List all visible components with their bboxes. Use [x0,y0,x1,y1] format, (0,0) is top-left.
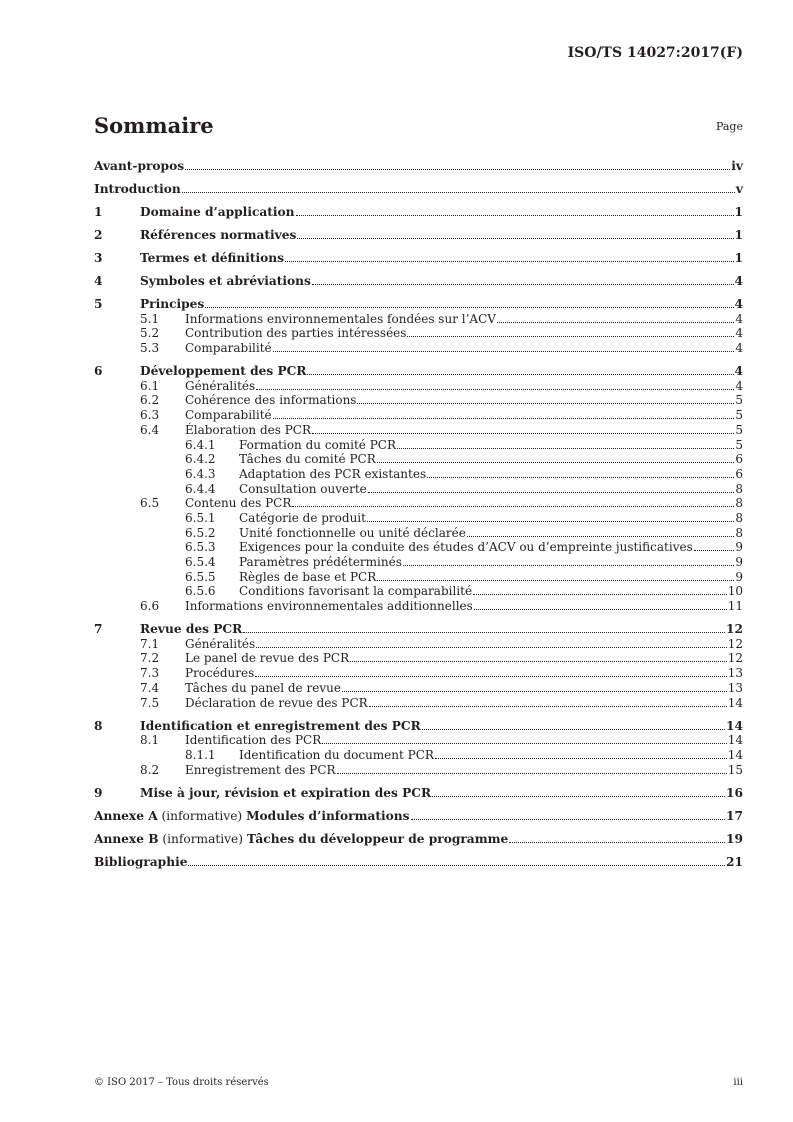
dot-leader [285,261,734,262]
toc-entry[interactable] [94,619,743,636]
footer-page-number: iii [733,1077,743,1088]
toc-entry[interactable] [94,496,743,511]
toc-entry-title [239,482,367,496]
dot-leader [188,865,725,866]
dot-leader [357,403,734,404]
toc-entry-annex-title: Modules d’informations [246,808,410,823]
toc-entry-title [185,408,272,422]
toc-entry[interactable] [94,340,743,355]
toc-entry-page: 12 [727,651,743,666]
toc-entry-title [239,438,396,452]
toc-entry-page: 13 [727,666,743,681]
toc-entry-title [140,228,296,242]
footer-copyright: © ISO 2017 – Tous droits réservés [94,1077,269,1088]
toc-entry-title [239,584,472,598]
dot-leader [403,565,734,566]
dot-leader [255,676,726,677]
dot-leader [273,351,735,352]
toc-entry-number: 6.2 [140,393,160,408]
toc-entry-title-text: Revue des PCR [140,622,243,637]
toc-entry-title-text: Paramètres prédéterminés [239,555,402,569]
toc-entry-page: 5 [735,408,743,423]
dot-leader [312,284,734,285]
toc-entry-page: 4 [735,326,743,341]
toc-entry-title-text: Catégorie de produit [239,510,366,525]
dot-leader [350,661,727,662]
toc-entry-page: 12 [726,622,743,637]
toc-entry-page: 1 [734,251,743,265]
toc-entry-title [185,599,473,613]
toc-entry-title-text: Symboles et abréviations [140,274,311,288]
toc-entry[interactable] [94,481,743,496]
dot-leader [369,706,727,707]
toc-entry-page: 4 [734,297,743,311]
toc-entry-title-text: Informations environnementales additionnelles [185,599,473,614]
toc-entry[interactable] [94,294,743,311]
toc-entry[interactable] [94,806,743,823]
toc-entry-annex-type: (informative) [158,831,247,846]
toc-entry[interactable] [94,733,743,748]
toc-entry[interactable] [94,225,743,242]
dot-leader [435,758,727,759]
toc-entry-page: 11 [727,599,743,614]
toc-entry-number: 6.4.2 [185,452,216,467]
toc-entry-title [140,251,284,265]
toc-entry[interactable] [94,598,743,613]
toc-entry-title-text: Contribution des parties intéressées [185,326,407,341]
toc-entry[interactable] [94,525,743,540]
dot-leader [205,307,733,308]
toc-entry-number: 9 [94,785,103,800]
toc-entry[interactable] [94,569,743,584]
toc-entry-title [185,393,356,407]
toc-entry-title [140,622,242,636]
toc-entry-title [185,379,255,393]
toc-entry[interactable] [94,636,743,651]
toc-entry-title-text: Formation du comité PCR [239,437,397,452]
toc-entry-title-text: Consultation ouverte [239,481,367,496]
toc-entry-page: 5 [735,422,743,437]
dot-leader [509,842,725,843]
toc-entry-title-text: Domaine d’application [140,205,295,219]
toc-entry-number: 7.2 [140,651,160,666]
toc-entry-page: 9 [735,540,743,555]
dot-leader [182,192,735,193]
dot-leader [497,322,734,323]
toc-heading: Sommaire [94,113,214,138]
toc-entry-page: 12 [727,636,743,651]
toc-entry[interactable] [94,361,743,378]
toc-entry-number: 5.1 [140,311,160,326]
toc-entry-page: 8 [735,481,743,496]
toc-entry-number: 6.4.3 [185,466,216,481]
toc-entry-title [140,364,306,378]
toc-entry-title [239,748,434,762]
dot-leader [397,448,734,449]
toc-entry-number: 8.1.1 [185,747,216,762]
toc-entry-title [185,326,406,340]
toc-entry-page: 9 [735,569,743,584]
toc-entry-title-text: Cohérence des informations [185,393,357,408]
toc-entry-number: 5.2 [140,326,160,341]
toc-entry-page: 13 [727,680,743,695]
toc-entry[interactable] [94,584,743,599]
toc-entry-title-text: Termes et définitions [140,251,284,265]
dot-leader [377,580,734,581]
toc-entry-title-text: Adaptation des PCR existantes [239,466,427,481]
toc-entry-number: 6.1 [140,378,160,393]
toc-entry[interactable] [94,783,743,800]
toc-entry-page: 17 [726,808,743,823]
toc-entry-title-text: Développement des PCR [140,364,307,379]
toc-entry-number: 2 [94,228,103,242]
toc-entry[interactable] [94,554,743,569]
toc-entry-title-text: Principes [140,297,205,311]
toc-entry-title-text: Généralités [185,636,256,651]
toc-entry-title-text: Informations environnementales fondées sur l’ACV [185,311,496,326]
toc-entry-annex-title: Tâches du développeur de programme [246,831,509,846]
toc-entry-title [239,452,376,466]
toc-entry-title [140,274,311,288]
toc-entry-title-text: Élaboration des PCR [185,422,312,437]
dot-leader [407,336,734,337]
toc-entry-title-text: Annexe A [94,808,158,823]
toc-entry-number: 8 [94,718,103,733]
toc-entry-number: 6.4.1 [185,437,216,452]
toc-entry-title-text: Règles de base et PCR [239,569,377,584]
toc-entry[interactable] [94,762,743,777]
toc-entry-title [239,467,426,481]
dot-leader [312,433,734,434]
document-code: ISO/TS 14027:2017(F) [567,45,743,61]
dot-leader [342,691,727,692]
toc-entry[interactable] [94,422,743,437]
toc-entry-number: 7 [94,622,103,637]
toc-entry-page: 1 [734,205,743,219]
toc-entry-title-text: Annexe B [94,831,159,846]
dot-leader [368,492,735,493]
toc-entry[interactable] [94,156,743,173]
toc-entry-title [239,540,693,554]
toc-entry-title-text: Unité fonctionnelle ou unité déclarée [239,525,466,540]
toc-entry-page: 5 [735,393,743,408]
toc-entry-title-text: Mise à jour, révision et expiration des PCR [140,785,432,800]
dot-leader [185,169,730,170]
toc-entry-number: 6.5.4 [185,555,216,569]
toc-entry-title [185,496,291,510]
toc-entry-number: 5 [94,297,103,311]
toc-entry-page: 19 [726,831,743,846]
toc-entry[interactable] [94,179,743,196]
toc-entry-title [185,733,321,747]
toc-entry-title [94,809,410,823]
toc-entry-number: 8.1 [140,733,160,748]
toc-entry-title [185,423,311,437]
toc-entry[interactable] [94,695,743,710]
toc-entry[interactable] [94,747,743,762]
toc-entry-page: 8 [735,510,743,525]
toc-entry-title [185,312,496,326]
toc-entry-title [185,637,255,651]
toc-entry-page: v [735,182,743,196]
toc-entry-title-text: Références normatives [140,228,297,242]
toc-entry-number: 6.4 [140,422,160,437]
toc-entry-page: 4 [735,378,743,393]
toc-entry-title [140,205,295,219]
toc-entry-title [140,719,421,733]
toc-entry-title-text: Identification du document PCR [239,747,434,762]
toc-entry[interactable] [94,393,743,408]
toc-entry-title [239,526,466,540]
toc-entry-title-text: Déclaration de revue des PCR [185,695,368,710]
toc-entry-title [140,786,431,800]
toc-entry-title-text: Généralités [185,378,256,393]
toc-entry-annex-type: (informative) [157,808,247,823]
toc-entry-page: 4 [734,364,743,379]
dot-leader [297,238,733,239]
toc-entry-title-text: Contenu des PCR [185,496,292,511]
toc-entry-title-text: Conditions favorisant la comparabilité [239,584,473,599]
toc-entry[interactable] [94,665,743,680]
toc-entry-page: 5 [735,437,743,452]
toc-entry-page: 14 [727,733,743,748]
toc-entry-title [94,832,508,846]
toc-entry-title [239,555,402,569]
dot-leader [694,550,735,551]
dot-leader [474,609,727,610]
toc-entry-number: 6.5.5 [185,569,216,584]
toc-entry-number: 6.5.1 [185,510,216,525]
dot-leader [337,773,727,774]
dot-leader [307,374,733,375]
toc-entry-title-text: Comparabilité [185,408,272,423]
toc-entry-page: 6 [735,452,743,467]
toc-entry-number: 6.5.2 [185,525,216,540]
toc-entry-title [140,297,204,311]
toc-entry-title-text: Comparabilité [185,341,272,356]
dot-leader [322,743,726,744]
toc-entry-title [185,681,341,695]
toc-entry[interactable] [94,202,743,219]
toc-entry-number: 7.3 [140,666,160,681]
toc-entry-number: 6.5.3 [185,540,216,555]
toc-entry-title-text: Introduction [94,182,181,196]
toc-entry-number: 7.5 [140,695,160,710]
toc-entry-page: 9 [735,555,743,569]
dot-leader [467,536,735,537]
toc-entry-page: 10 [727,584,743,599]
toc-entry[interactable] [94,326,743,341]
dot-leader [243,632,725,633]
toc-entry-number: 7.4 [140,680,160,695]
toc-entry[interactable] [94,452,743,467]
toc-entry-page: iv [731,159,743,173]
toc-entry-title-text: Identification et enregistrement des PCR [140,718,421,733]
toc-entry-title [94,855,187,869]
dot-leader [473,594,727,595]
toc-entry-number: 3 [94,251,103,265]
toc-entry-title-text: Tâches du panel de revue [185,680,341,695]
toc-entry-title [185,763,336,777]
toc-entry-page: 6 [735,466,743,481]
toc-entry[interactable] [94,651,743,666]
toc-entry-number: 6.3 [140,408,160,423]
toc-entry-page: 16 [726,785,743,800]
dot-leader [427,477,734,478]
toc-entry-title [239,511,366,525]
toc-entry-title [185,696,368,710]
toc-entry-page: 14 [727,747,743,762]
toc-entry[interactable] [94,829,743,846]
toc-entry-number: 7.1 [140,636,160,651]
toc-entry-title [94,159,184,173]
toc-entry-number: 6.6 [140,599,160,614]
toc-entry-page: 4 [734,274,743,288]
toc-entry[interactable] [94,407,743,422]
toc-entry-title-text: Identification des PCR [185,733,322,748]
toc-entry-page: 8 [735,525,743,540]
toc-entry-page: 14 [727,695,743,710]
dot-leader [367,521,734,522]
toc-entry-page: 1 [734,228,743,242]
toc-entry-number: 4 [94,274,103,288]
toc-entry[interactable] [94,540,743,555]
toc-entry[interactable] [94,510,743,525]
toc-entry-title-text: Avant-propos [94,159,185,173]
dot-leader [292,506,734,507]
toc-entry-number: 1 [94,205,103,219]
toc-entry[interactable] [94,437,743,452]
toc-entry-title-text: Tâches du comité PCR [239,452,376,467]
toc-entry[interactable] [94,311,743,326]
toc-entry-title [185,341,272,355]
dot-leader [296,215,734,216]
toc-entry-title-text: Exigences pour la conduite des études d’ACV ou d’empreinte justificatives [239,540,693,555]
dot-leader [377,462,735,463]
toc-entry-page: 14 [726,718,743,733]
toc-entry-number: 6.5 [140,496,160,511]
dot-leader [256,647,727,648]
toc-entry-number: 6.4.4 [185,481,216,496]
toc-entry-title-text: Le panel de revue des PCR [185,651,350,666]
toc-entry-title-text: Bibliographie [94,854,188,869]
toc-entry-page: 8 [735,496,743,511]
page-column-label: Page [715,120,743,133]
dot-leader [411,819,726,820]
toc-entry-number: 5.3 [140,341,160,356]
toc-entry-page: 15 [727,762,743,777]
toc-entry[interactable] [94,716,743,733]
toc-entry-page: 21 [726,854,743,869]
dot-leader [432,796,725,797]
dot-leader [256,389,734,390]
toc-entry[interactable] [94,852,743,869]
toc-entry[interactable] [94,248,743,265]
toc-entry[interactable] [94,271,743,288]
toc-entry-title-text: Enregistrement des PCR [185,762,336,777]
toc-entry[interactable] [94,680,743,695]
dot-leader [273,418,735,419]
toc-entry-page: 4 [735,311,743,326]
toc-entry-number: 6 [94,364,103,379]
toc-entry-page: 4 [735,341,743,356]
toc-entry-title [239,570,376,584]
toc-entry-number: 6.5.6 [185,584,216,599]
table-of-contents [94,156,743,869]
dot-leader [422,729,725,730]
toc-entry[interactable] [94,466,743,481]
toc-entry-title [185,651,349,665]
toc-entry-title [185,666,254,680]
toc-entry[interactable] [94,378,743,393]
toc-entry-title-text: Procédures [185,666,255,681]
toc-entry-title [94,182,181,196]
toc-entry-number: 8.2 [140,762,160,777]
